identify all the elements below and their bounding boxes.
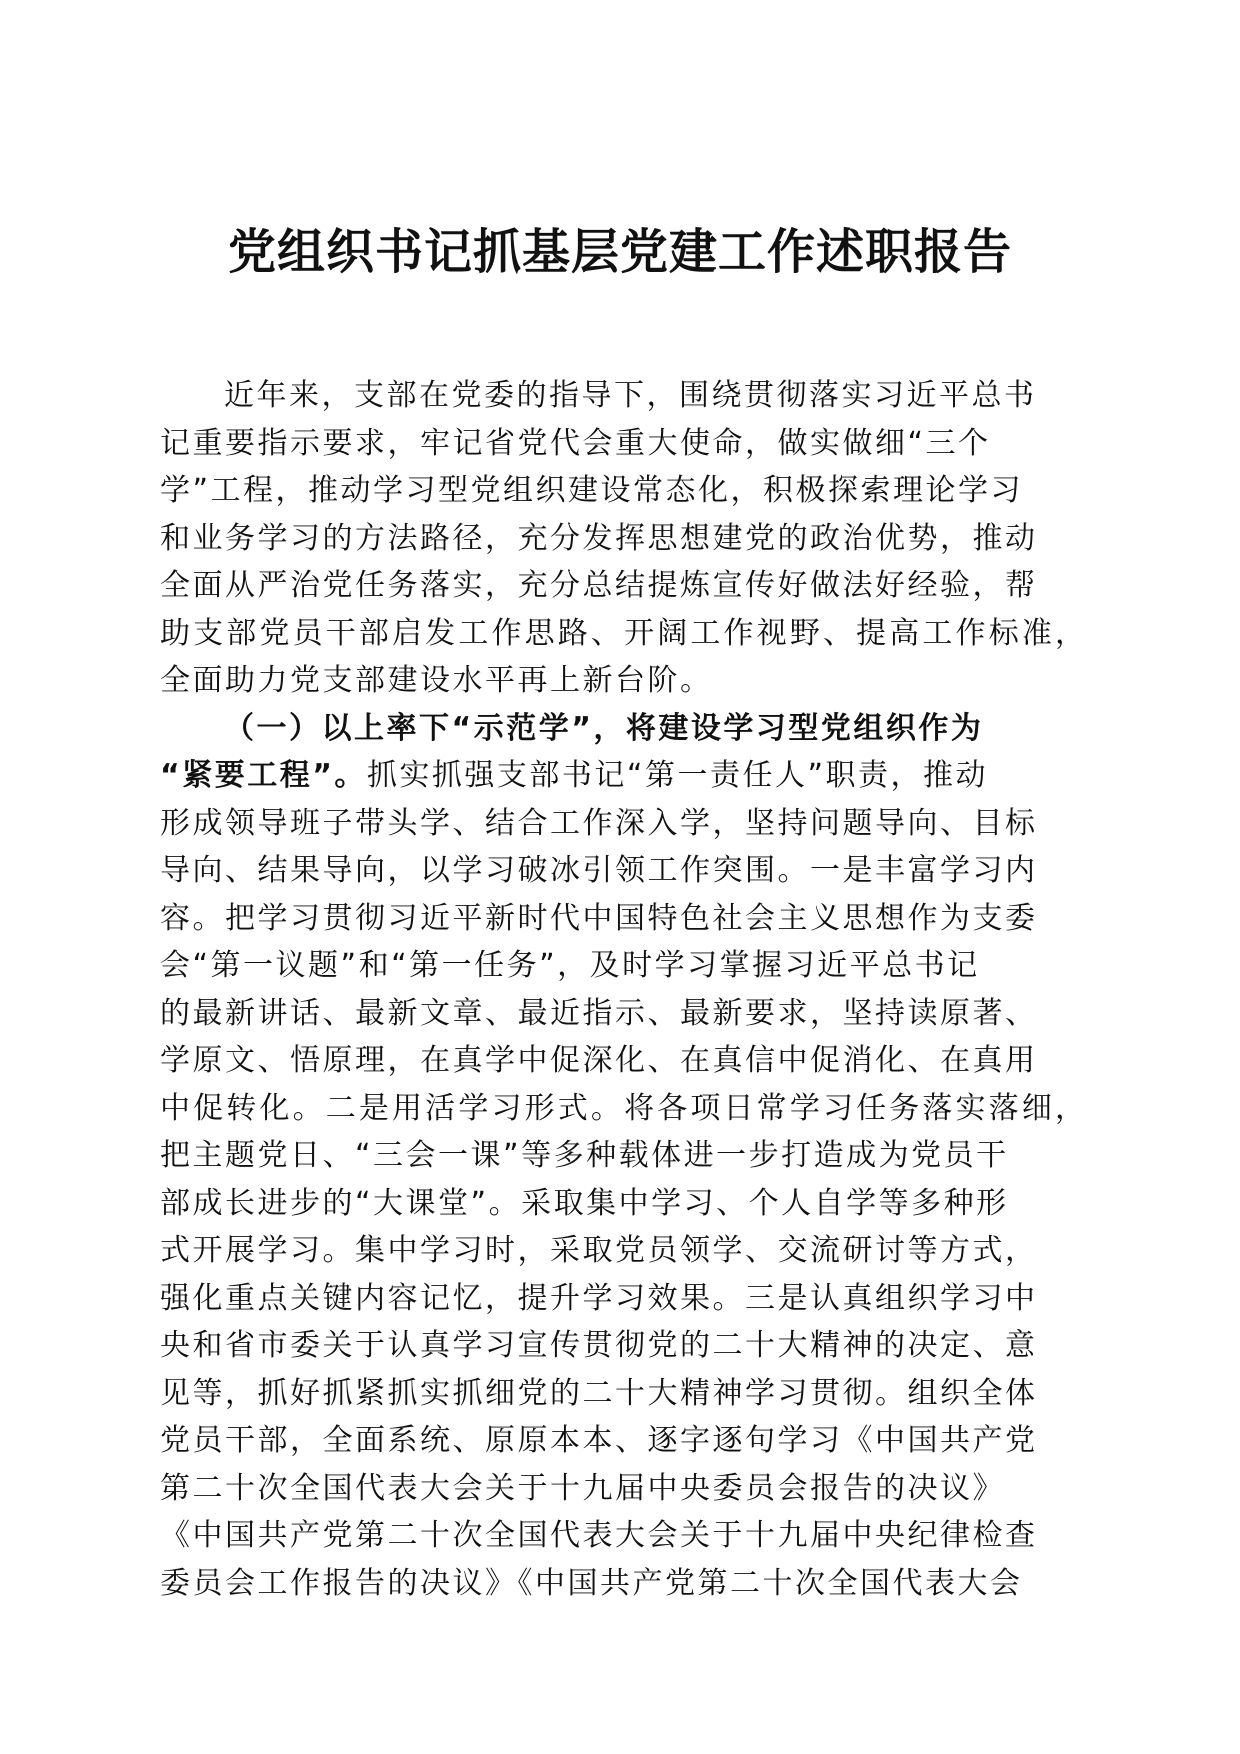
paragraph-line: 式开展学习。集中学习时，采取党员领学、交流研讨等方式， — [160, 1233, 1038, 1268]
paragraph-line: 委员会工作报告的决议》《中国共产党第二十次全国代表大会 — [160, 1565, 1023, 1601]
paragraph-line: 学”工程，推动学习型党组织建设常态化，积极探索理论学习 — [160, 473, 1024, 508]
paragraph-line: 形成领导班子带头学、结合工作深入学，坚持问题导向、目标 — [160, 805, 1038, 841]
paragraph-line: 全面助力党支部建设水平再上新台阶。 — [160, 663, 713, 698]
section-heading: （一）以上率下“示范学”，将建设学习型党组织作为 — [224, 710, 984, 746]
paragraph-line: 助支部党员干部启发工作思路、开阔工作视野、提高工作标准， — [160, 615, 1085, 651]
document-body — [160, 372, 1085, 1607]
paragraph-line: 学原文、悟原理，在真学中促深化、在真信中促消化、在真用 — [160, 1043, 1038, 1078]
paragraph-line: 央和省市委关于认真学习宣传贯彻党的二十大精神的决定、意 — [160, 1328, 1038, 1363]
paragraph-line: 《中国共产党第二十次全国代表大会关于十九届中央纪律检查 — [160, 1518, 1038, 1553]
paragraph-line: 党员干部，全面系统、原原本本、逐字逐句学习《中国共产党 — [160, 1423, 1038, 1458]
paragraph-line: 全面从严治党任务落实，充分总结提炼宣传好做法好经验，帮 — [160, 568, 1038, 603]
paragraph-line: 见等，抓好抓紧抓实抓细党的二十大精神学习贯彻。组织全体 — [160, 1375, 1038, 1411]
paragraph-line: 容。把学习贯彻习近平新时代中国特色社会主义思想作为支委 — [160, 900, 1038, 936]
paragraph-line: 近年来，支部在党委的指导下，围绕贯彻落实习近平总书 — [224, 378, 1037, 413]
paragraph-line: 第二十次全国代表大会关于十九届中央委员会报告的决议》 — [160, 1470, 1005, 1506]
paragraph-line: 把主题党日、“三会一课”等多种载体进一步打造成为党员干 — [160, 1138, 1009, 1173]
paragraph-line: 和业务学习的方法路径，充分发挥思想建党的政治优势，推动 — [160, 520, 1038, 556]
paragraph-line: 部成长进步的“大课堂”。采取集中学习、个人自学等多种形 — [160, 1185, 1009, 1221]
paragraph-line: 的最新讲话、最新文章、最近指示、最新要求，坚持读原著、 — [160, 995, 1038, 1031]
section-heading-tail: “紧要工程”。 — [160, 758, 367, 793]
paragraph-text: 抓实抓强支部书记“第一责任人”职责，推动 — [366, 758, 989, 793]
paragraph-line: 记重要指示要求，牢记省党代会重大使命，做实做细“三个 — [160, 425, 991, 461]
paragraph-line: 会“第一议题”和“第一任务”，及时学习掌握习近平总书记 — [160, 948, 980, 983]
paragraph-line: 强化重点关键内容记忆，提升学习效果。三是认真组织学习中 — [160, 1280, 1038, 1316]
section-heading-continuation — [160, 752, 1085, 800]
paragraph-line: 中促转化。二是用活学习形式。将各项日常学习任务落实落细， — [160, 1090, 1085, 1126]
paragraph-line: 导向、结果导向，以学习破冰引领工作突围。一是丰富学习内 — [160, 853, 1038, 888]
document-title: 党组织书记抓基层党建工作述职报告 — [227, 224, 1012, 280]
